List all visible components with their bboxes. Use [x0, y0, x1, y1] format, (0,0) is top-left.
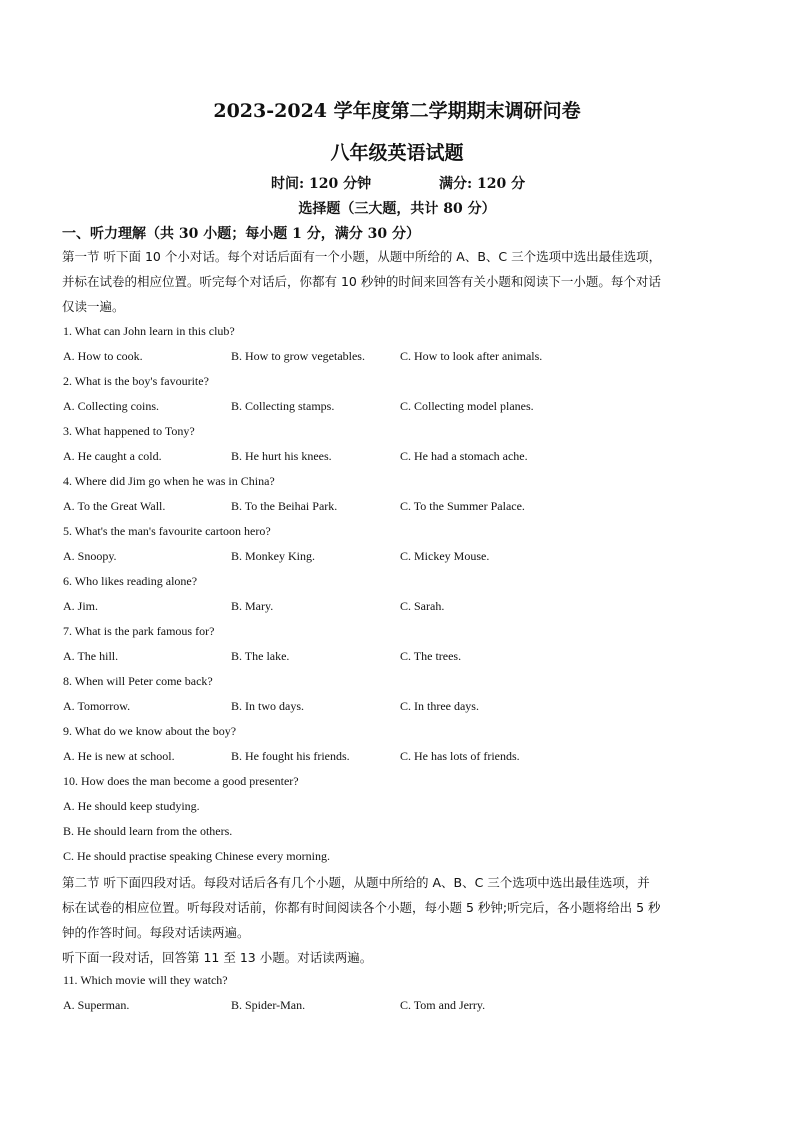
option-c: C. To the Summer Palace.: [400, 499, 525, 513]
question-text: 4. Where did Jim go when he was in China?: [63, 474, 275, 488]
option-a: A. To the Great Wall.: [63, 499, 166, 513]
instruction-line: 并标在试卷的相应位置。听完每个对话后，你都有 10 秒钟的时间来回答有关小题和阅读下一小题。每个对话: [62, 274, 661, 289]
option-a: A. The hill.: [63, 649, 119, 663]
part-heading: 选择题（三大题，共计 80 分）: [298, 201, 496, 217]
question-text: 7. What is the park famous for?: [63, 624, 215, 638]
exam-score: 满分: 120 分: [439, 176, 526, 192]
section-heading: 一、听力理解（共 30 小题；每小题 1 分，满分 30 分）: [62, 226, 420, 242]
option-a: A. Snoopy.: [63, 549, 117, 563]
instruction-line: 第二节 听下面四段对话。每段对话后各有几个小题，从题中所给的 A、B、C 三个选项中选出最佳选项，并: [62, 875, 650, 890]
option-c: C. How to look after animals.: [400, 349, 543, 363]
instruction-line: 标在试卷的相应位置。听每段对话前，你都有时间阅读各个小题，每小题 5 秒钟;听完后，各小题将给出 5 秒: [62, 900, 661, 915]
instruction-line: 第一节 听下面 10 个小对话。每个对话后面有一个小题，从题中所给的 A、B、C 三个选项中选出最佳选项，: [62, 249, 662, 264]
option-b: B. He should learn from the others.: [63, 824, 233, 838]
option-b: B. Collecting stamps.: [231, 399, 335, 413]
question-text: 2. What is the boy's favourite?: [63, 374, 209, 388]
option-b: B. Spider-Man.: [231, 998, 306, 1012]
option-a: A. Tomorrow.: [63, 699, 131, 713]
option-c: C. He should practise speaking Chinese every morning.: [63, 849, 330, 863]
instruction-line: 钟的作答时间。每段对话读两遍。: [62, 925, 250, 940]
instruction-line: 听下面一段对话，回答第 11 至 13 小题。对话读两遍。: [62, 950, 373, 965]
option-c: C. Tom and Jerry.: [400, 998, 486, 1012]
option-a: A. He caught a cold.: [63, 449, 162, 463]
question-text: 11. Which movie will they watch?: [63, 973, 228, 987]
option-c: C. In three days.: [400, 699, 479, 713]
option-a: A. How to cook.: [63, 349, 143, 363]
question-text: 10. How does the man become a good presenter?: [63, 774, 299, 788]
option-c: C. He has lots of friends.: [400, 749, 520, 763]
instruction-line: 仅读一遍。: [62, 299, 125, 314]
question-text: 5. What's the man's favourite cartoon hero?: [63, 524, 271, 538]
option-a: A. He is new at school.: [63, 749, 175, 763]
option-b: B. Monkey King.: [231, 549, 315, 563]
option-c: C. Mickey Mouse.: [400, 549, 490, 563]
option-b: B. Mary.: [231, 599, 274, 613]
exam-title: 2023-2024 学年度第二学期期末调研问卷: [213, 100, 581, 122]
question-text: 9. What do we know about the boy?: [63, 724, 237, 738]
option-b: B. To the Beihai Park.: [231, 499, 338, 513]
option-c: C. Collecting model planes.: [400, 399, 534, 413]
question-text: 6. Who likes reading alone?: [63, 574, 198, 588]
option-c: C. Sarah.: [400, 599, 445, 613]
option-b: B. How to grow vegetables.: [231, 349, 365, 363]
option-a: A. Collecting coins.: [63, 399, 159, 413]
exam-time: 时间: 120 分钟: [271, 176, 372, 192]
option-b: B. He hurt his knees.: [231, 449, 332, 463]
option-b: B. The lake.: [231, 649, 290, 663]
option-b: B. In two days.: [231, 699, 304, 713]
option-c: C. The trees.: [400, 649, 462, 663]
option-c: C. He had a stomach ache.: [400, 449, 528, 463]
option-a: A. He should keep studying.: [63, 799, 200, 813]
option-a: A. Jim.: [63, 599, 99, 613]
exam-subtitle: 八年级英语试题: [330, 142, 464, 164]
question-text: 1. What can John learn in this club?: [63, 324, 235, 338]
option-a: A. Superman.: [63, 998, 130, 1012]
question-text: 3. What happened to Tony?: [63, 424, 195, 438]
option-b: B. He fought his friends.: [231, 749, 350, 763]
question-text: 8. When will Peter come back?: [63, 674, 213, 688]
